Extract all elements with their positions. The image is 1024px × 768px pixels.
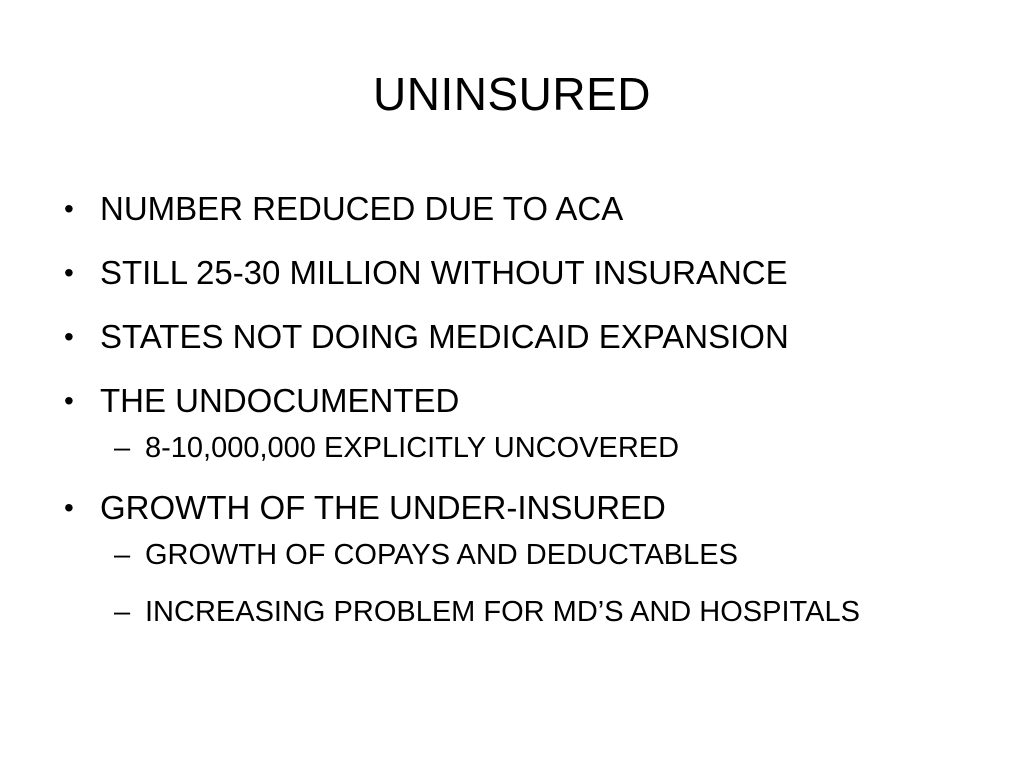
sub-bullet-text: GROWTH OF COPAYS AND DEDUCTABLES xyxy=(145,539,738,571)
slide-title: UNINSURED xyxy=(373,68,651,120)
bullet-item xyxy=(58,378,998,423)
bullet-icon: • xyxy=(64,321,74,352)
bullet-icon: • xyxy=(64,193,74,224)
bullet-text: STILL 25-30 MILLION WITHOUT INSURANCE xyxy=(100,254,788,291)
bullet-item xyxy=(58,250,998,295)
bullet-text: THE UNDOCUMENTED xyxy=(100,382,460,419)
dash-icon: – xyxy=(114,432,131,464)
sub-bullet-list xyxy=(58,535,998,632)
sub-bullet-text: INCREASING PROBLEM FOR MD’S AND HOSPITALS xyxy=(145,596,860,628)
sub-bullet-list xyxy=(58,428,998,468)
sub-bullet-item xyxy=(58,535,998,575)
sub-bullet-item xyxy=(58,428,998,468)
bullet-item xyxy=(58,485,998,530)
bullet-text: STATES NOT DOING MEDICAID EXPANSION xyxy=(100,318,789,355)
bullet-icon: • xyxy=(64,257,74,288)
dash-icon: – xyxy=(114,539,131,571)
bullet-text: NUMBER REDUCED DUE TO ACA xyxy=(100,190,624,227)
sub-bullet-text: 8-10,000,000 EXPLICITLY UNCOVERED xyxy=(145,432,680,464)
bullet-item xyxy=(58,314,998,359)
bullet-list xyxy=(58,186,998,649)
bullet-icon: • xyxy=(64,492,74,523)
bullet-icon: • xyxy=(64,385,74,416)
dash-icon: – xyxy=(114,596,131,628)
sub-bullet-item xyxy=(58,592,998,632)
bullet-text: GROWTH OF THE UNDER-INSURED xyxy=(100,489,666,526)
bullet-item xyxy=(58,186,998,231)
